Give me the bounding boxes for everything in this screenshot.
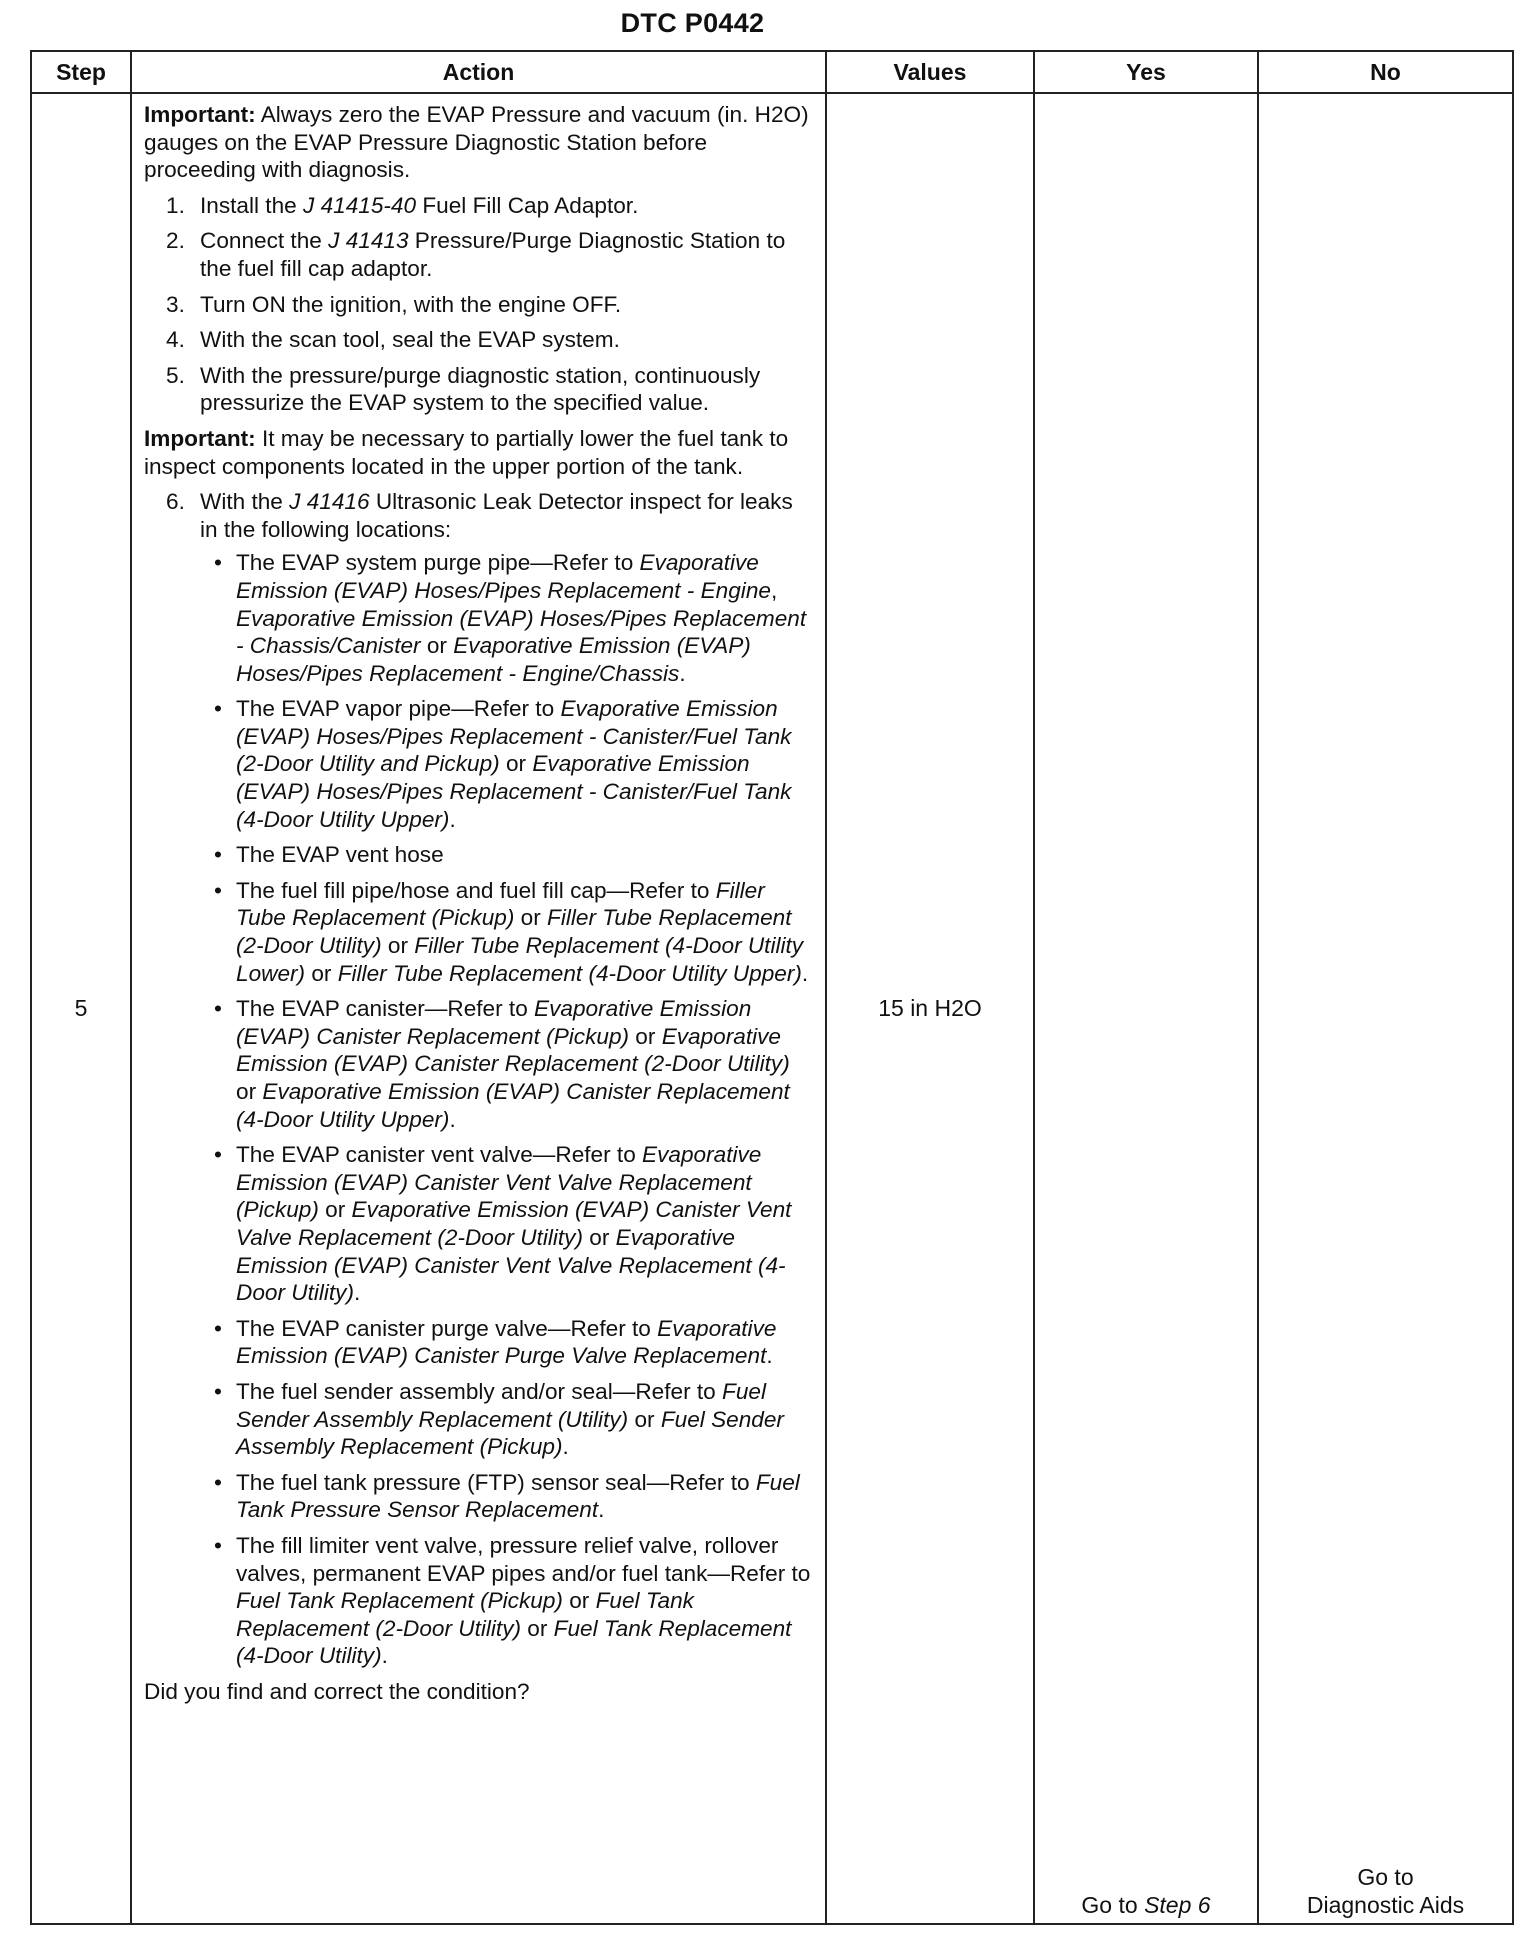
reference-procedure: Fuel Tank Replacement (Pickup) [236,1588,563,1614]
header-yes: Yes [1034,51,1258,93]
location-text: . [801,960,809,986]
header-no: No [1258,51,1513,93]
reference-procedure: Filler Tube Replacement (4-Door Utility Upper) [337,960,802,986]
location-text: or [514,905,548,931]
location-text: . [562,1434,569,1460]
step-num: 1. [166,192,185,218]
page-title: DTC P0442 [620,8,765,38]
location-text: or [420,633,454,659]
no-line-1: Go to [1357,1864,1414,1890]
leak-location-item [200,1469,813,1524]
tool-id: J 41416 [289,489,370,515]
leak-location-item [200,877,813,987]
reference-procedure: Evaporative Emission (EVAP) Canister Vent Valve Replacement (4-Door Utility) [236,1224,786,1306]
important-label: Important: [144,102,256,127]
reference-procedure: Evaporative Emission (EVAP) Hoses/Pipes Replacement - Canister/Fuel Tank (2-Door Utility and Pickup) [236,696,792,777]
bullet-icon: • [214,1315,222,1341]
yes-cell [1034,93,1258,1924]
bullet-icon: • [214,696,222,722]
step-text: Turn ON the ignition, with the engine OFF. [200,291,622,317]
reference-procedure: Filler Tube Replacement (4-Door Utility Lower) [236,933,804,986]
location-text: The EVAP vent hose [236,842,444,868]
step-num: 3. [166,291,185,317]
location-text: or [305,960,338,986]
important-note-2 [144,425,813,480]
location-text: or [582,1224,616,1250]
important-note-1 [144,101,813,184]
step-text: Pressure/Purge Diagnostic Station to the fuel fill cap adaptor. [200,228,786,281]
reference-procedure: Evaporative Emission (EVAP) Canister Vent Valve Replacement (Pickup) [236,1142,762,1223]
bullet-icon: • [214,1142,222,1168]
yes-prefix: Go to [1081,1892,1145,1918]
reference-procedure: Filler Tube Replacement (Pickup) [236,877,765,931]
procedure-step-5 [144,362,813,417]
reference-procedure: Evaporative Emission (EVAP) Hoses/Pipes Replacement - Chassis/Canister [236,605,807,659]
reference-procedure: Evaporative Emission (EVAP) Canister Replacement (Pickup) [236,996,752,1049]
location-text: , [770,577,778,603]
diagnostic-table [30,50,1514,1925]
tool-id: J 41413 [328,228,409,254]
leak-location-item [200,841,813,869]
reference-procedure: Filler Tube Replacement (2-Door Utility) [236,905,792,959]
leak-location-item [200,1378,813,1461]
procedure-step-1 [144,192,813,220]
value-cell: 15 in H2O [826,93,1034,1924]
bullet-icon: • [214,877,222,903]
step-text: Connect the [200,228,329,254]
procedure-steps-2 [144,488,813,1670]
location-text: or [628,1406,661,1432]
location-text: . [354,1280,361,1306]
location-text: . [381,1643,388,1669]
important-label: Important: [144,425,256,451]
location-text: or [521,1615,554,1641]
bullet-icon: • [214,1469,222,1495]
reference-procedure: Fuel Sender Assembly Replacement (Pickup) [236,1406,784,1460]
table-row [31,93,1513,1924]
step-num: 2. [166,228,185,254]
location-text: . [449,1106,456,1132]
location-text: . [598,1497,605,1523]
reference-procedure: Fuel Tank Pressure Sensor Replacement [236,1469,800,1523]
leak-location-item [200,995,813,1133]
location-text: or [236,1079,263,1104]
step-number: 5 [31,93,131,1924]
bullet-icon: • [214,842,222,868]
step-text: With the [200,489,290,515]
bullet-icon: • [214,550,222,576]
location-text: or [562,1588,596,1614]
location-text: The EVAP canister vent valve—Refer to [236,1142,643,1168]
yes-step-link[interactable]: Step 6 [1144,1892,1211,1918]
leak-location-item [200,1532,813,1670]
step-num: 5. [166,362,185,388]
leak-location-item [200,1315,813,1370]
important-text: It may be necessary to partially lower the fuel tank to inspect components located in the upper portion of the tank. [144,425,789,479]
reference-procedure: Fuel Sender Assembly Replacement (Utility) [236,1378,766,1432]
leak-location-item [200,1141,813,1307]
location-text: The fuel fill pipe/hose and fuel fill cap—Refer to [236,877,716,903]
header-values: Values [826,51,1034,93]
reference-procedure: Evaporative Emission (EVAP) Canister Replacement (4-Door Utility Upper) [236,1079,790,1132]
location-text: The EVAP system purge pipe—Refer to [236,550,640,576]
bullet-icon: • [214,1378,222,1404]
no-cell [1258,93,1513,1924]
procedure-step-3 [144,291,813,319]
procedure-step-6 [144,488,813,1670]
step-text: Fuel Fill Cap Adaptor. [416,192,639,218]
step-text: Install the [200,192,303,218]
question-text: Did you find and correct the condition? [144,1678,530,1704]
reference-procedure: Evaporative Emission (EVAP) Canister Replacement (2-Door Utility) [236,1023,790,1077]
reference-procedure: Evaporative Emission (EVAP) Hoses/Pipes Replacement - Engine/Chassis [236,633,751,686]
bullet-icon: • [214,996,222,1022]
location-text: or [499,751,533,777]
action-cell [131,93,826,1924]
no-diagnostic-aids-link[interactable]: Diagnostic Aids [1306,1892,1465,1918]
location-text: or [629,1023,662,1049]
location-text: . [679,660,686,686]
location-text: The fuel sender assembly and/or seal—Refer to [236,1378,723,1404]
location-text: The EVAP vapor pipe—Refer to [236,696,561,722]
bullet-icon: • [214,1532,222,1558]
header-action: Action [131,51,826,93]
procedure-step-2 [144,227,813,282]
location-text: The fuel tank pressure (FTP) sensor seal—Refer to [236,1469,756,1495]
leak-location-item [200,549,813,687]
reference-procedure: Evaporative Emission (EVAP) Hoses/Pipes Replacement - Engine [236,550,771,603]
step-num: 4. [166,327,185,353]
location-text: The EVAP canister—Refer to [236,996,535,1022]
reference-procedure: Evaporative Emission (EVAP) Canister Purge Valve Replacement [236,1315,777,1369]
reference-procedure: Evaporative Emission (EVAP) Hoses/Pipes Replacement - Canister/Fuel Tank (4-Door Utility Upper) [236,751,792,832]
reference-procedure: Evaporative Emission (EVAP) Canister Vent Valve Replacement (2-Door Utility) [236,1197,792,1250]
location-text: . [449,806,456,832]
leak-location-item [200,695,813,833]
header-row [31,51,1513,93]
important-text: Always zero the EVAP Pressure and vacuum (in. H2O) gauges on the EVAP Pressure Diagnostic Station before proceeding with diagnosis. [144,102,809,183]
step-text: Ultrasonic Leak Detector inspect for leaks in the following locations: [200,489,793,542]
location-text: . [766,1343,773,1369]
location-text: or [318,1197,352,1223]
tool-id: J 41415-40 [303,192,417,218]
step-text: With the pressure/purge diagnostic station, continuously pressurize the EVAP system to the specified value. [200,362,761,416]
location-text: or [381,933,415,959]
procedure-step-4 [144,326,813,354]
reference-procedure: Fuel Tank Replacement (4-Door Utility) [236,1615,792,1669]
location-text: The EVAP canister purge valve—Refer to [236,1315,658,1341]
step-num: 6. [166,489,185,515]
procedure-steps [144,192,813,417]
location-text: The fill limiter vent valve, pressure relief valve, rollover valves, permanent EVAP pipes and/or fuel tank—Refer to [236,1532,811,1586]
step-text: With the scan tool, seal the EVAP system. [200,327,620,353]
header-step: Step [31,51,131,93]
reference-procedure: Fuel Tank Replacement (2-Door Utility) [236,1588,694,1641]
leak-location-list [200,549,813,1670]
